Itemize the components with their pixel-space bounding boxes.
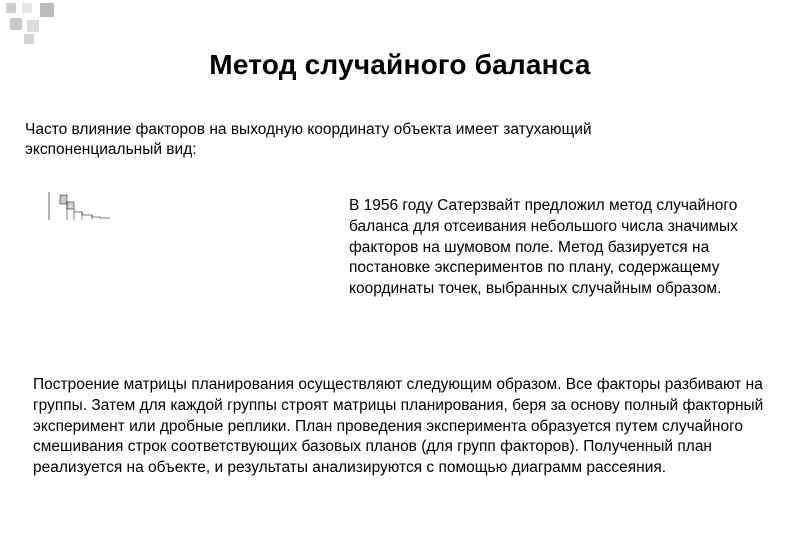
deco-square xyxy=(40,3,54,17)
bottom-paragraph: Построение матрицы планирования осуществляют следующим образом. Все факторы разбивают на группы. Затем для каждой группы строят матрицы планирования, беря за основу полный факторный эксперимент или дробные реплики. План проведения эксперимента образуется путем случайного смешивания строк соответствующих базовых планов (для групп факторов). Полученный план реализуется на объекте, и результаты анализируются с помощью диаграмм рассеяния. xyxy=(33,376,764,477)
deco-square xyxy=(10,18,22,30)
deco-square xyxy=(22,3,32,13)
right-paragraph: В 1956 году Сатерзвайт предложил метод случайного баланса для отсеивания небольшого числа значимых факторов на шумовом поле. Метод базируется на постановке экспериментов по плану, содержащему координаты точек, выбранных случайным образом. xyxy=(349,197,738,298)
slide-title: Метод случайного баланса xyxy=(209,49,591,80)
deco-square xyxy=(6,3,16,13)
deco-square xyxy=(27,20,39,32)
corner-decoration xyxy=(0,0,60,45)
intro-text: Часто влияние факторов на выходную координату объекта имеет затухающий экспоненциальный вид: xyxy=(25,121,592,158)
decay-figure xyxy=(40,190,115,226)
decay-bar xyxy=(67,202,74,209)
decay-bar xyxy=(60,195,67,204)
deco-square xyxy=(24,34,34,44)
